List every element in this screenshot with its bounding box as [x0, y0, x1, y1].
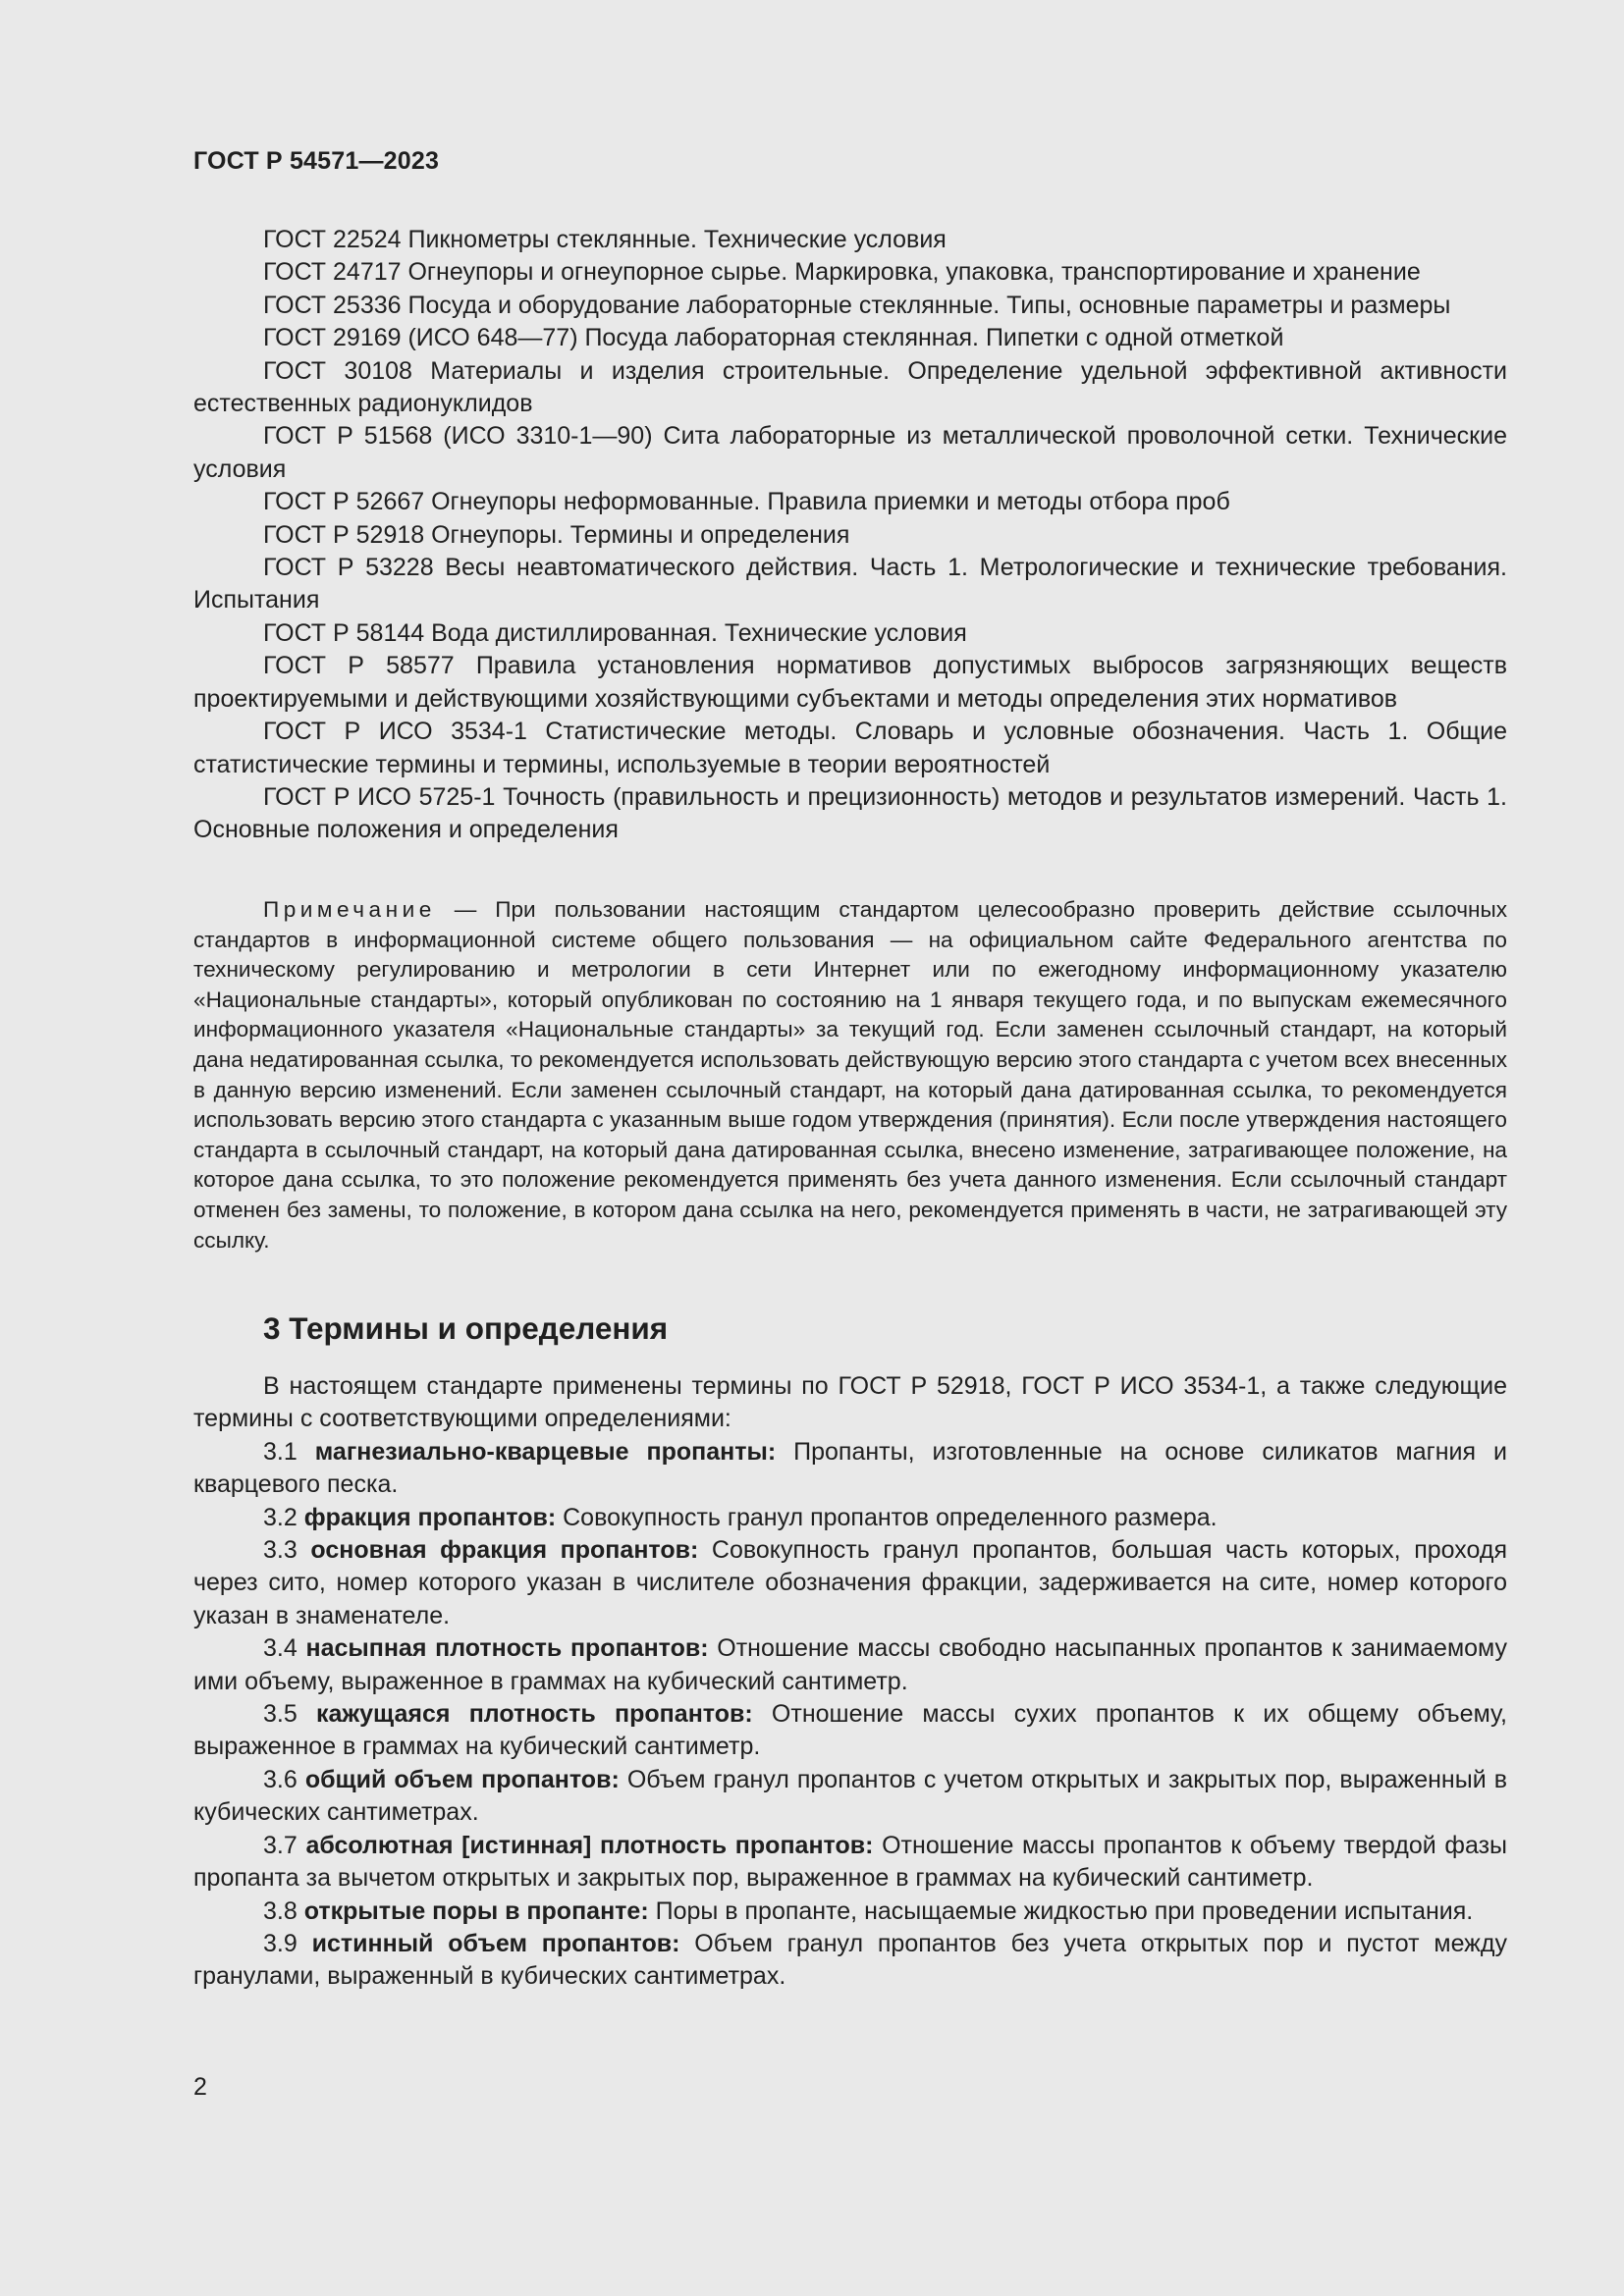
term-number: 3.8 [263, 1896, 304, 1925]
term-name: насыпная плотность пропантов: [305, 1634, 709, 1663]
term-number: 3.9 [263, 1929, 312, 1957]
section-heading: 3 Термины и определения [263, 1310, 669, 1346]
term-definition [193, 1830, 1507, 1896]
reference-item: ГОСТ 25336 Посуда и оборудование лабораторные стеклянные. Типы, основные параметры и размеры [263, 291, 1451, 319]
term-text: Объем гранул пропантов без учета открытых пор и пустот между гранулами, выраженный в кубических сантиметрах. [193, 1929, 1507, 1991]
term-definition [193, 1632, 1507, 1698]
normative-references-list [193, 224, 1507, 847]
term-text: Отношение массы пропантов к объему твердой фазы пропанта за вычетом открытых и закрытых пор, выраженное в граммах на кубический сантиметр. [193, 1831, 1507, 1893]
document-header: ГОСТ Р 54571—2023 [193, 147, 440, 175]
note-dash: — [435, 897, 496, 922]
term-number: 3.6 [263, 1765, 305, 1793]
term-name: фракция пропантов: [303, 1503, 557, 1531]
term-definition [193, 1764, 1507, 1830]
term-text: Совокупность гранул пропантов определенного размера. [556, 1503, 1218, 1531]
reference-item: ГОСТ 22524 Пикнометры стеклянные. Технические условия [263, 226, 947, 253]
reference-item: ГОСТ Р 51568 (ИСО 3310-1—90) Сита лабораторные из металлической проволочной сетки. Технические условия [193, 422, 1507, 483]
reference-item: ГОСТ Р ИСО 5725-1 Точность (правильность и прецизионность) методов и результатов измерений. Часть 1. Основные положения и определения [193, 782, 1507, 844]
reference-item: ГОСТ Р 52918 Огнеупоры. Термины и определения [263, 520, 850, 549]
term-number: 3.2 [263, 1503, 304, 1531]
term-definition [193, 1896, 1507, 1928]
terms-intro: В настоящем стандарте применены термины по ГОСТ Р 52918, ГОСТ Р ИСО 3534-1, а также следующие термины с соответствующими определениями: [193, 1372, 1507, 1433]
reference-item: ГОСТ Р 58577 Правила установления нормативов допустимых выбросов загрязняющих веществ проектируемыми и действующими хозяйствующими субъектами и методы определения этих нормативов [193, 652, 1507, 713]
reference-item: ГОСТ Р 53228 Весы неавтоматического действия. Часть 1. Метрологические и технические требования. Испытания [193, 554, 1507, 614]
term-name: магнезиально-кварцевые пропанты: [314, 1437, 777, 1466]
reference-item: ГОСТ 30108 Материалы и изделия строительные. Определение удельной эффективной активности естественных радионуклидов [193, 356, 1507, 418]
term-text: Совокупность гранул пропантов, большая часть которых, проходя через сито, номер которого указан в числителе обозначения фракции, задерживается на сите, номер которого указан в знаменателе. [193, 1536, 1507, 1629]
term-definition [193, 1502, 1507, 1534]
term-definition [193, 1698, 1507, 1764]
term-number: 3.4 [263, 1634, 306, 1663]
term-name: основная фракция пропантов: [310, 1536, 699, 1565]
term-definition [193, 1436, 1507, 1502]
references-note [193, 895, 1507, 1255]
term-number: 3.3 [263, 1536, 311, 1565]
term-name: абсолютная [истинная] плотность пропантов: [305, 1831, 874, 1859]
note-label: Примечание [263, 897, 436, 922]
term-name: кажущаяся плотность пропантов: [316, 1700, 753, 1729]
reference-item: ГОСТ Р ИСО 3534-1 Статистические методы. Словарь и условные обозначения. Часть 1. Общие статистические термины и термины, используемые в теории вероятностей [193, 718, 1507, 778]
term-definition [193, 1928, 1507, 1994]
reference-item: ГОСТ Р 52667 Огнеупоры неформованные. Правила приемки и методы отбора проб [263, 488, 1230, 516]
term-text: Отношение массы сухих пропантов к их общему объему, выраженное в граммах на кубический сантиметр. [193, 1700, 1508, 1761]
term-name: открытые поры в пропанте: [303, 1896, 649, 1925]
reference-item: ГОСТ 29169 (ИСО 648—77) Посуда лабораторная стеклянная. Пипетки с одной отметкой [263, 324, 1284, 352]
reference-item: ГОСТ Р 58144 Вода дистиллированная. Технические условия [263, 618, 967, 647]
term-text: Пропанты, изготовленные на основе силикатов магния и кварцевого песка. [193, 1437, 1507, 1499]
term-number: 3.7 [263, 1831, 306, 1859]
note-text: При пользовании настоящим стандартом целесообразно проверить действие ссылочных стандартов в информационной системе общего пользования — на официальном сайте Федерального агентства по техническому регулированию и метрологии в сети Интернет или по ежегодному информационному указателю «Национальные стандарты», который опубликован по состоянию на 1 января текущего года, и по выпускам ежемесячного информационного указателя «Национальные стандарты» за текущий год. Если заменен ссылочный стандарт, на который дана недатированная ссылка, то рекомендуется использовать действующую версию этого стандарта с учетом всех внесенных в данную версию изменений. Если заменен ссылочный стандарт, на который дана датированная ссылка, то рекомендуется использовать версию этого стандарта с указанным выше годом утверждения (принятия). Если после утверждения настоящего стандарта в ссылочный стандарт, на который дана датированная ссылка, внесено изменение, затрагивающее положение, на которое дана ссылка, то это положение рекомендуется применять без учета данного изменения. Если ссылочный стандарт отменен без замены, то положение, в котором дана ссылка на него, рекомендуется применять в части, не затрагивающей эту ссылку. [193, 897, 1507, 1253]
term-name: общий объем пропантов: [304, 1765, 620, 1793]
page-number: 2 [193, 2073, 207, 2101]
terms-section [193, 1370, 1507, 1994]
reference-item: ГОСТ 24717 Огнеупоры и огнеупорное сырье. Маркировка, упаковка, транспортирование и хранение [263, 258, 1421, 287]
term-text: Отношение массы свободно насыпанных пропантов к занимаемому ими объему, выраженное в граммах на кубический сантиметр. [193, 1634, 1508, 1695]
term-number: 3.1 [263, 1437, 315, 1466]
term-text: Объем гранул пропантов с учетом открытых и закрытых пор, выраженный в кубических сантиметрах. [193, 1765, 1508, 1827]
term-number: 3.5 [263, 1700, 317, 1729]
term-definition [193, 1534, 1507, 1632]
term-name: истинный объем пропантов: [311, 1929, 680, 1957]
term-text: Поры в пропанте, насыщаемые жидкостью при проведении испытания. [648, 1896, 1474, 1925]
